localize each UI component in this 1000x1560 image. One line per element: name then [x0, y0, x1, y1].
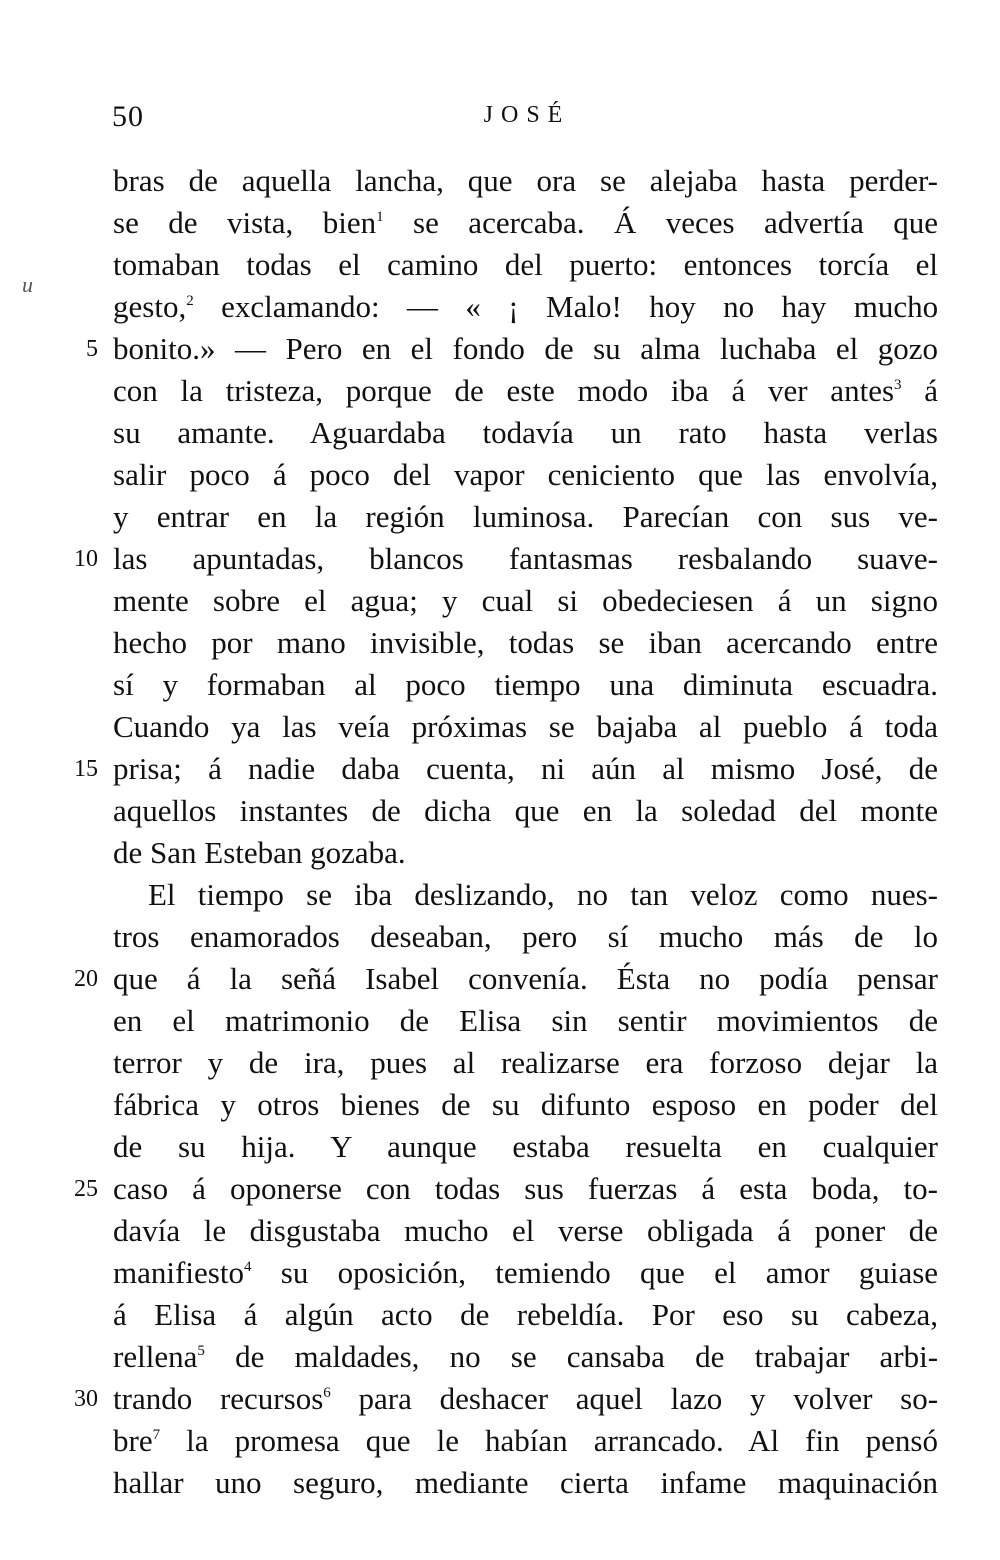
text-line: bonito.» — Pero en el fondo de su alma luchaba el gozo — [113, 331, 938, 366]
text-line: davía le disgustaba mucho el verse obligada á poner de — [113, 1213, 938, 1248]
text-line: El tiempo se iba deslizando, no tan veloz como nues- — [148, 877, 938, 912]
line-number: 15 — [74, 756, 98, 782]
text-line: tomaban todas el camino del puerto: entonces torcía el — [113, 247, 938, 282]
page-header — [112, 100, 942, 140]
text-line: aquellos instantes de dicha que en la soledad del monte — [113, 793, 938, 828]
text-line: su amante. Aguardaba todavía un rato hasta verlas — [113, 415, 938, 450]
text-line: y entrar en la región luminosa. Parecían con sus ve- — [113, 499, 938, 534]
text-line: se de vista, bien$^1$ se acercaba. Á veces advertía que — [113, 205, 939, 240]
text-line: gesto,$^2$ exclamando: — « ¡ Malo! hoy no hay mucho — [113, 289, 939, 324]
text-line: rellena$^5$ de maldades, no se cansaba de trabajar arbi- — [113, 1339, 939, 1374]
text-line: de su hija. Y aunque estaba resuelta en cualquier — [113, 1129, 938, 1164]
text-line: salir poco á poco del vapor ceniciento que las envolvía, — [113, 457, 938, 492]
text-line: en el matrimonio de Elisa sin sentir movimientos de — [113, 1003, 938, 1038]
text-line: las apuntadas, blancos fantasmas resbalando suave- — [113, 541, 938, 576]
text-line: terror y de ira, pues al realizarse era forzoso dejar la — [113, 1045, 938, 1080]
text-line: fábrica y otros bienes de su difunto esposo en poder del — [113, 1087, 938, 1122]
page-number: 50 — [112, 100, 144, 133]
line-number: 25 — [74, 1176, 98, 1202]
text-line: á Elisa á algún acto de rebeldía. Por eso su cabeza, — [113, 1297, 938, 1332]
text-line: bras de aquella lancha, que ora se alejaba hasta perder- — [113, 163, 938, 198]
running-title: JOSÉ — [483, 102, 571, 128]
text-line: tros enamorados deseaban, pero sí mucho más de lo — [113, 919, 938, 954]
text-line: Cuando ya las veía próximas se bajaba al pueblo á toda — [113, 709, 938, 744]
text-line: bre$^7$ la promesa que le habían arrancado. Al fin pensó — [113, 1423, 938, 1458]
line-number: 20 — [74, 966, 98, 992]
text-line: sí y formaban al poco tiempo una diminuta escuadra. — [113, 667, 938, 702]
line-number: 10 — [74, 546, 98, 572]
line-number: 30 — [74, 1386, 98, 1412]
text-line: mente sobre el agua; y cual si obedeciesen á un signo — [113, 583, 938, 618]
text-line: trando recursos$^6$ para deshacer aquel lazo y volver so- — [113, 1381, 939, 1416]
text-line: manifiesto$^4$ su oposición, temiendo que el amor guiase — [113, 1255, 939, 1290]
text-line: hecho por mano invisible, todas se iban acercando entre — [113, 625, 938, 660]
line-number: 5 — [86, 336, 98, 362]
text-line: caso á oponerse con todas sus fuerzas á esta boda, to- — [113, 1171, 938, 1206]
text-line: que á la señá Isabel convenía. Ésta no podía pensar — [113, 961, 938, 996]
margin-annotation: u — [22, 272, 33, 297]
text-line: prisa; á nadie daba cuenta, ni aún al mismo José, de — [113, 751, 938, 786]
text-line: hallar uno seguro, mediante cierta infame maquinación — [113, 1465, 938, 1500]
text-line: de San Esteban gozaba. — [113, 835, 406, 870]
text-line: con la tristeza, porque de este modo iba á ver antes$^3$ á — [113, 373, 939, 408]
